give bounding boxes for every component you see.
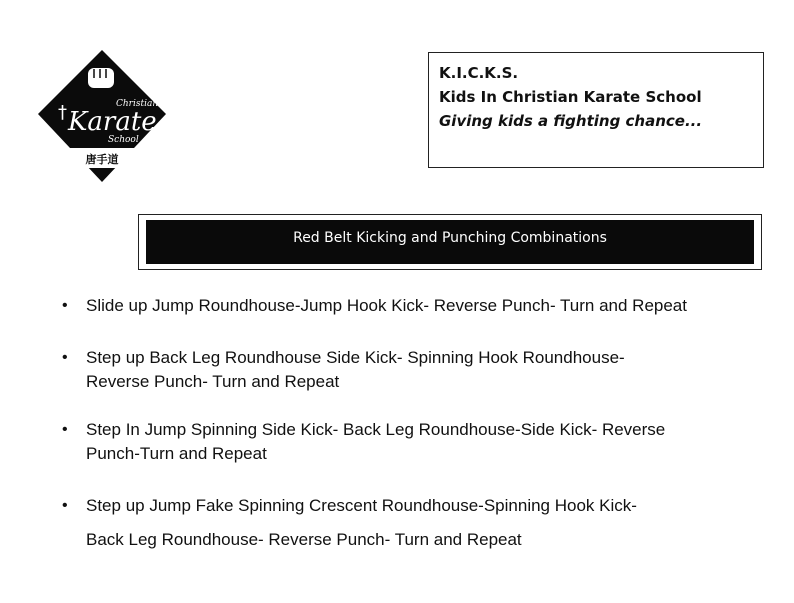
combination-text: Punch-Turn and Repeat xyxy=(86,444,267,463)
title-banner-frame xyxy=(138,214,762,270)
logo-text-christian: Christian xyxy=(116,99,159,109)
bullet-icon: • xyxy=(62,421,68,438)
list-item xyxy=(58,418,768,466)
list-item xyxy=(58,494,768,552)
bullet-icon: • xyxy=(62,349,68,366)
title-banner: Red Belt Kicking and Punching Combinations xyxy=(146,220,754,264)
school-full-name: Kids In Christian Karate School xyxy=(439,88,702,106)
school-acronym: K.I.C.K.S. xyxy=(439,64,519,82)
fist-icon xyxy=(88,68,114,88)
school-tagline: Giving kids a fighting chance... xyxy=(439,112,703,130)
list-item xyxy=(58,346,768,394)
bullet-icon: • xyxy=(62,497,68,514)
combination-text: Reverse Punch- Turn and Repeat xyxy=(86,372,340,391)
combination-text: Step up Jump Fake Spinning Crescent Roundhouse-Spinning Hook Kick- xyxy=(86,496,637,515)
combination-text: Step In Jump Spinning Side Kick- Back Leg Roundhouse-Side Kick- Reverse xyxy=(86,420,666,439)
logo-kanji: 唐手道 xyxy=(85,153,119,166)
list-item xyxy=(58,294,768,318)
combination-list xyxy=(58,294,768,580)
combination-text: Back Leg Roundhouse- Reverse Punch- Turn and Repeat xyxy=(86,530,522,549)
karate-logo-icon xyxy=(36,48,168,184)
logo-text-school: School xyxy=(108,135,139,145)
bullet-icon: • xyxy=(62,297,68,314)
combination-text: Step up Back Leg Roundhouse Side Kick- Spinning Hook Roundhouse- xyxy=(86,348,625,367)
school-info-box xyxy=(428,52,764,168)
logo-text-karate: Karate xyxy=(68,107,157,137)
combination-text: Slide up Jump Roundhouse-Jump Hook Kick- Reverse Punch- Turn and Repeat xyxy=(86,296,687,315)
logo-cross: † xyxy=(58,102,67,123)
school-logo xyxy=(36,48,168,184)
